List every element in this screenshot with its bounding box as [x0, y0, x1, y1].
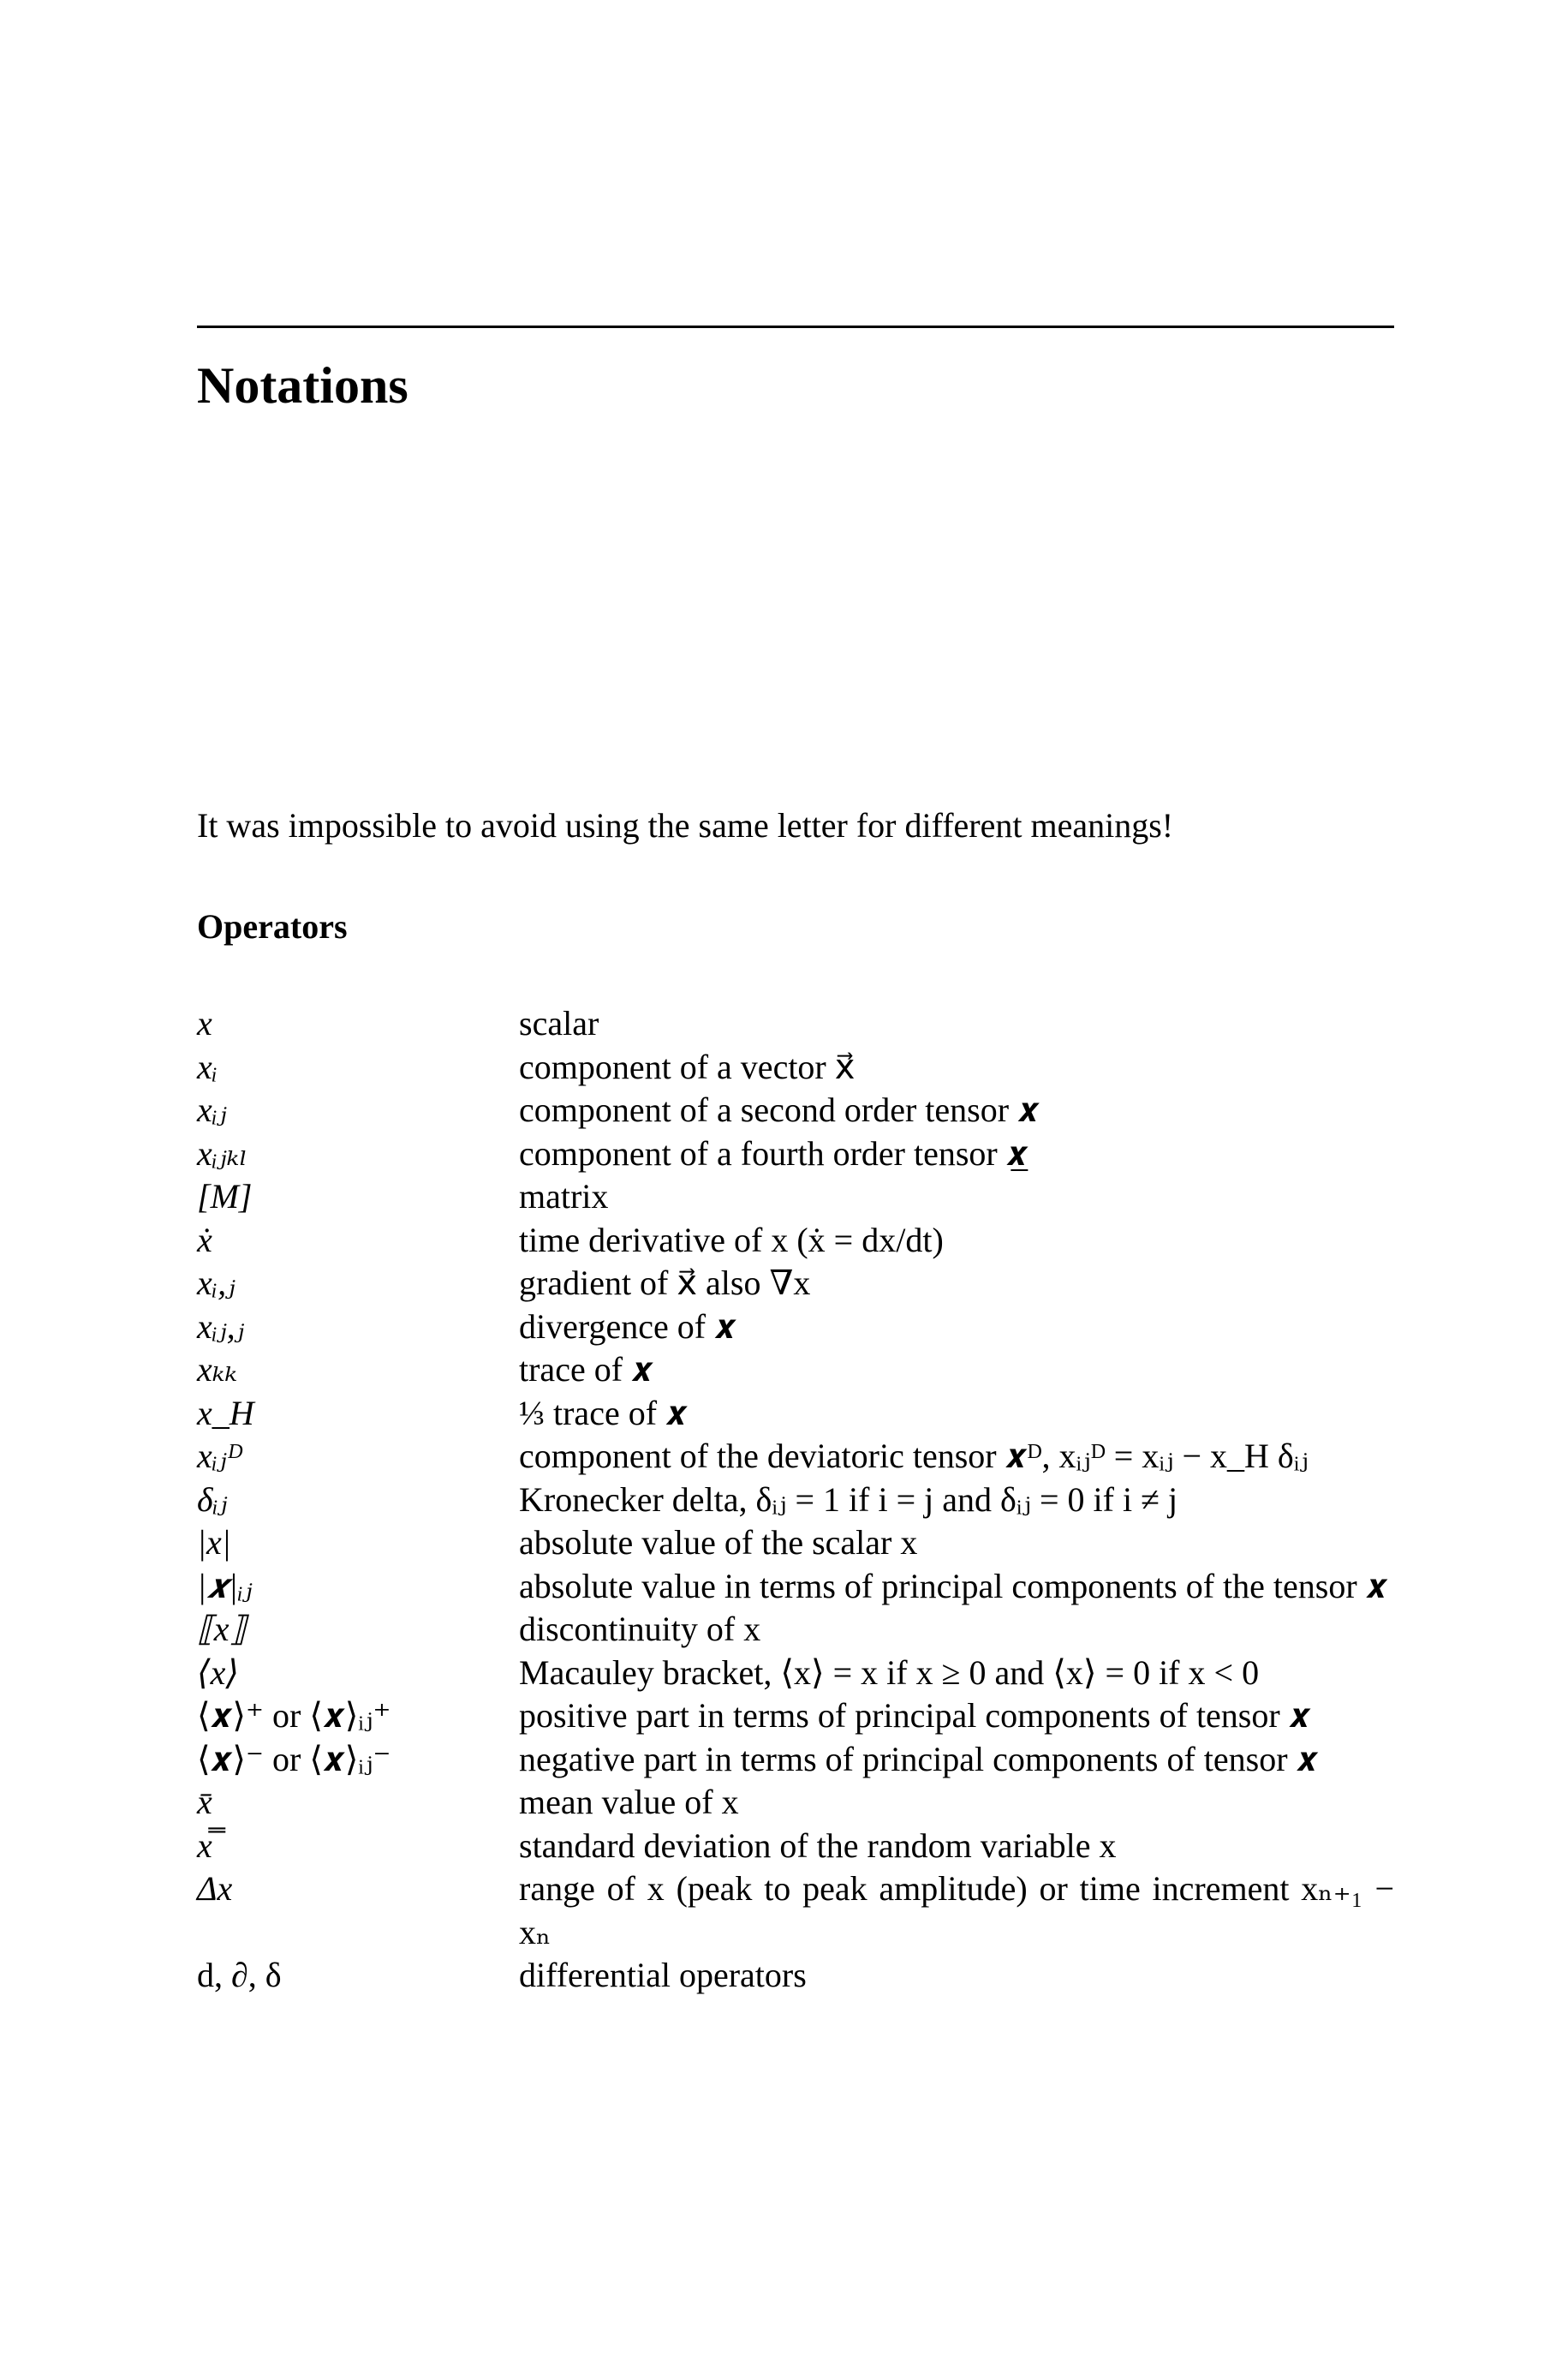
table-row — [197, 1002, 1394, 1046]
operator-description: matrix — [519, 1177, 609, 1216]
operator-symbol: Δx — [197, 1869, 233, 1908]
table-row — [197, 1521, 1394, 1565]
table-row — [197, 1608, 1394, 1652]
operator-description: mean value of x — [519, 1783, 739, 1821]
table-row — [197, 1219, 1394, 1263]
table-row — [197, 1435, 1394, 1479]
operator-description: component of the deviatoric tensor 𝒙ᴰ, xᵢⱼᴰ = xᵢⱼ − x_H δᵢⱼ — [519, 1437, 1309, 1475]
operator-description: absolute value of the scalar x — [519, 1523, 918, 1562]
operator-symbol: ⟨𝒙⟩⁻ or ⟨𝒙⟩ᵢⱼ⁻ — [197, 1739, 391, 1778]
table-row — [197, 1479, 1394, 1522]
table-row — [197, 1175, 1394, 1219]
operator-description: gradient of x⃗ also ∇x — [519, 1264, 811, 1302]
operator-symbol: [M] — [197, 1177, 253, 1216]
operator-description: scalar — [519, 1004, 599, 1043]
operator-description: Kronecker delta, δᵢⱼ = 1 if i = j and δᵢⱼ = 0 if i ≠ j — [519, 1479, 1178, 1519]
table-row — [197, 1348, 1394, 1392]
operator-symbol: xᵢⱼₖₗ — [197, 1133, 247, 1173]
operator-description: Macauley bracket, ⟨x⟩ = x if x ≥ 0 and ⟨x⟩ = 0 if x < 0 — [519, 1652, 1260, 1692]
table-row — [197, 1565, 1394, 1609]
table-row — [197, 1652, 1394, 1695]
table-row — [197, 1825, 1394, 1868]
operator-description: trace of 𝒙 — [519, 1350, 653, 1389]
chapter-rule — [197, 326, 1394, 328]
operator-description: component of a second order tensor 𝒙 — [519, 1090, 1040, 1129]
table-row — [197, 1262, 1394, 1306]
operator-description: component of a fourth order tensor 𝒙̲ — [519, 1133, 1028, 1173]
table-row — [197, 1306, 1394, 1349]
operator-description: negative part in terms of principal components of tensor 𝒙 — [519, 1739, 1319, 1778]
operator-description: discontinuity of x — [519, 1610, 761, 1648]
operator-symbol: xᵢⱼ,ⱼ — [197, 1306, 245, 1346]
operator-symbol: xᵢ,ⱼ — [197, 1264, 235, 1302]
operator-description: component of a vector x⃗ — [519, 1047, 856, 1086]
operators-table — [197, 1002, 1394, 1998]
operator-description: positive part in terms of principal components of tensor 𝒙 — [519, 1696, 1311, 1735]
operator-symbol: ⟦x⟧ — [197, 1610, 247, 1648]
table-row — [197, 1781, 1394, 1825]
table-row — [197, 1867, 1394, 1954]
operator-description: standard deviation of the random variable x — [519, 1825, 1117, 1865]
operator-description: time derivative of x (ẋ = dx/dt) — [519, 1220, 944, 1259]
operator-symbol: x̄ — [197, 1783, 212, 1821]
operator-symbol: xᵢ — [197, 1047, 218, 1086]
operator-symbol: xₖₖ — [197, 1350, 237, 1389]
operator-symbol: ẋ — [197, 1220, 212, 1259]
operator-symbol: ⟨x⟩ — [197, 1652, 239, 1692]
table-row — [197, 1046, 1394, 1090]
section-title: Operators — [197, 907, 348, 946]
operator-symbol: xᵢⱼᴰ — [197, 1437, 243, 1475]
intro-sentence: It was impossible to avoid using the same letter for different meanings! — [197, 806, 1174, 845]
operator-description: differential operators — [519, 1956, 807, 1994]
table-row — [197, 1392, 1394, 1436]
table-row — [197, 1738, 1394, 1782]
operator-symbol: d, ∂, δ — [197, 1956, 282, 1994]
operator-description: range of x (peak to peak amplitude) or time increment xₙ₊₁ − xₙ — [519, 1869, 1394, 1951]
operator-description: divergence of 𝒙 — [519, 1306, 736, 1346]
operator-description: absolute value in terms of principal components of the tensor 𝒙 — [519, 1566, 1388, 1605]
table-row — [197, 1089, 1394, 1132]
operator-symbol: δᵢⱼ — [197, 1479, 228, 1519]
operator-description: ⅓ trace of 𝒙 — [519, 1393, 688, 1432]
table-row — [197, 1954, 1394, 1998]
operator-symbol: x_H — [197, 1393, 254, 1432]
operator-symbol: |x| — [197, 1523, 231, 1562]
operator-symbol: ⟨𝒙⟩⁺ or ⟨𝒙⟩ᵢⱼ⁺ — [197, 1696, 391, 1735]
chapter-title: Notations — [197, 357, 408, 414]
operator-symbol: |𝒙|ᵢⱼ — [197, 1566, 253, 1605]
operator-symbol: x — [197, 1004, 212, 1043]
operator-symbol: x̿ — [197, 1825, 212, 1865]
table-row — [197, 1694, 1394, 1738]
table-row — [197, 1132, 1394, 1176]
operator-symbol: xᵢⱼ — [197, 1090, 227, 1129]
